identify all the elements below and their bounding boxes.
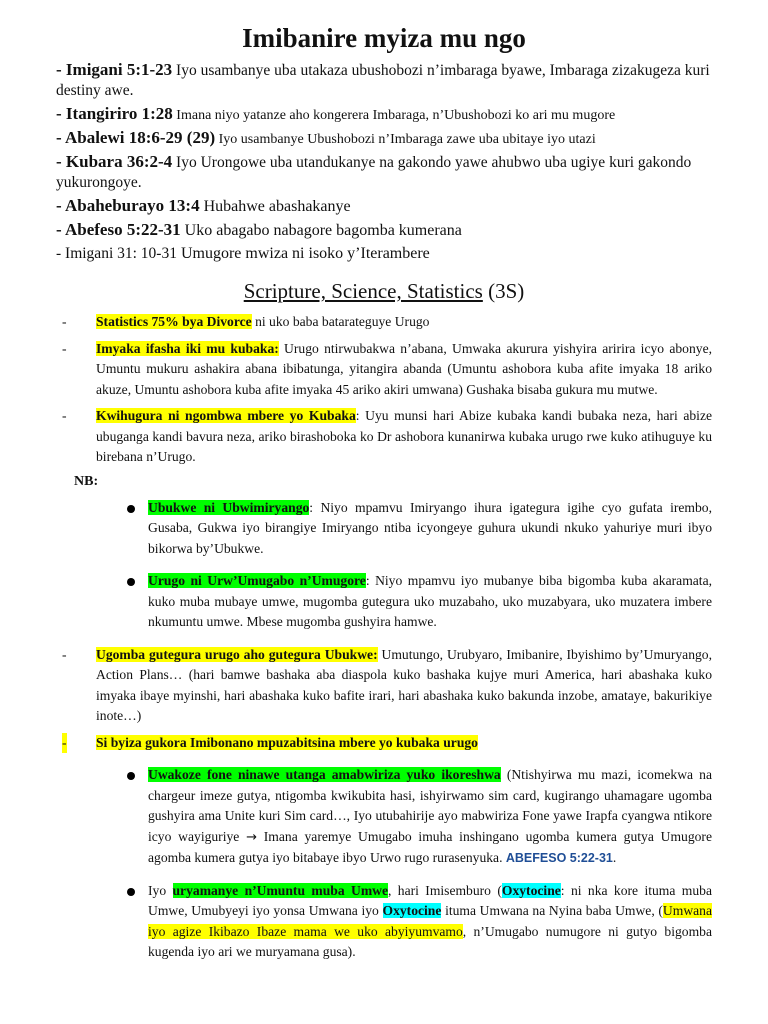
bullet-text: (Ntishyirwa mu mazi, icomekwa na chargeur imeze gutya, ntigomba kwikubita hasi, ishyirwamo sim card, kugirango uhamagare ugomba gushyira ama Unite kuri Sim card…, Iyo utubahirije ayo mabwiriza Fone yawe Irapfa cyangwa ntikore icyo wayiguriye: [148, 767, 712, 844]
bullet-dot: [127, 772, 135, 780]
page-title: Imibanire myiza mu ngo: [242, 23, 526, 53]
ref-text: Iyo usambanye uba utakaza ubushobozi n’imbaraga byawe, Imbaraga zizakugeza kuri destiny awe.: [56, 62, 710, 99]
ref-text: Iyo Urongowe uba utandukanye na gakondo yawe ahubwo uba ugiye kuri gakondo yukurongoye.: [56, 154, 692, 191]
highlight-yellow: Imyaka ifasha iki mu kubaka:: [96, 340, 279, 356]
dash-marker: -: [62, 314, 67, 329]
ref-key: - Kubara 36:2-4: [56, 152, 173, 171]
bullet-text: , hari Imisemburo (: [388, 882, 502, 898]
bullet-end: .: [612, 850, 617, 865]
highlight-cyan: Oxytocine: [382, 903, 442, 918]
highlight-yellow: Si byiza gukora Imibonano mpuzabitsina mbere yo kubaka urugo: [96, 734, 478, 750]
item-text: : Uyu munsi hari Abize kubaka kandi bubaka neza, hari abize ubuganga kandi bavura neza, ariko birashoboka ko Dr ashobora kunanirwa kubaka urugo rwe kuko atihuguye ku birebana n’Urugo.: [96, 408, 713, 464]
ref-text: Iyo usambanye Ubushobozi n’Imbaraga zawe uba ubitaye iyo utazi: [215, 132, 596, 147]
bullet-text: , n’Umugabo numugore ni gutyo bigomba kugenda iyo ari we muryamana gusa).: [148, 923, 712, 959]
scripture-reference: ABEFESO 5:22-31: [505, 851, 613, 865]
bullet-ubukwe: [56, 498, 712, 560]
ref-key: - Abalewi 18:6-29 (29): [56, 128, 216, 147]
item-text: ni uko baba batarateguye Urugo: [251, 314, 430, 329]
highlight-yellow: Kwihugura ni ngombwa mbere yo Kubaka: [96, 408, 356, 423]
ref-text: Hubahwe abashakanye: [199, 198, 351, 215]
ref-key: - Imigani 5:1-23: [56, 60, 173, 79]
bullet-fone: [56, 765, 712, 869]
bullet-text: : Niyo mpamvu Imiryango ihura igategura igihe cyo gufata irembo, Gusaba, Gukwa iyo birangiye Imiryango ntiba icyongeye guhura ukundi nkuko yahuriye muri ibyo bikorwa by’Ubukwe.: [148, 499, 712, 556]
ref-text: Umugore mwiza ni isoko y’Iterambere: [176, 245, 430, 262]
ref-key: - Itangiriro 1:28: [56, 104, 173, 123]
dash-marker: -: [62, 733, 67, 754]
list-item-imyaka: [56, 339, 712, 401]
bullet-pre: Iyo: [148, 882, 173, 898]
highlight-yellow: Umwana iyo agize Ikibazo Ibaze mama we uko abyiyumvamo: [148, 903, 712, 939]
dash-marker: -: [62, 340, 67, 356]
ref-abefeso: [56, 220, 712, 241]
bullet-dot: [127, 505, 135, 513]
bullet-text: ituma Umwana na Nyina baba Umwe, (: [441, 903, 663, 918]
ref-key: - Abaheburayo 13:4: [56, 196, 200, 215]
list-item-kwihugura: [56, 406, 712, 468]
highlight-green: Urugo ni Urw’Umugabo n’Umugore: [148, 573, 366, 588]
ref-imigani-31: [56, 244, 712, 264]
dash-marker: -: [62, 408, 67, 423]
arrow-right-icon: →: [246, 829, 257, 845]
bullet-text: : Niyo mpamvu iyo mubanye biba bigomba kuba akaramata, kuko muba mubaye umwe, mugomba gutegura uko muzabaho, uko muzabyara, uko muzatera imbere nkumuntu umwe. Mbese mugomba gushyira hamwe.: [148, 573, 713, 629]
item-text: Umutungo, Urubyaro, Imibanire, Ibyishimo by’Umuryango, Action Plans… (hari bamwe bashaka aba diaspola kuko bashaka kujye muri America, hari abashaka kuko imyaka ibaye myinshi, hari abashaka kuko bafite irari, hari abashaka kuko bakunda inzobe, amataye, bakurikiye inote…): [96, 646, 712, 723]
ref-imigani-5: [56, 60, 712, 101]
ref-abalewi: [56, 128, 712, 149]
highlight-cyan: Oxytocine: [501, 882, 561, 898]
highlight-yellow: Statistics 75% bya Divorce: [96, 314, 252, 329]
bullet-urugo: [56, 571, 712, 633]
subtitle-rest: (3S): [482, 279, 525, 303]
ref-key: - Imigani 31: 10-31: [56, 245, 177, 262]
subtitle-underlined: Scripture, Science, Statistics: [243, 279, 483, 303]
list-item-si-byiza: [56, 733, 712, 754]
section-subtitle: [56, 278, 712, 304]
ref-abaheburayo: [56, 196, 712, 217]
highlight-yellow: Ugomba gutegura urugo aho gutegura Ubukwe:: [96, 646, 378, 662]
list-item-ugomba: [56, 645, 712, 727]
ref-text: Uko abagabo nabagore bagomba kumerana: [180, 222, 462, 239]
nb-label: NB:: [74, 473, 99, 489]
ref-itangiriro: [56, 104, 712, 125]
list-item-statistics: [56, 312, 712, 333]
bullet-text: : ni nka kore ituma muba Umwe, Umubyeyi iyo yonsa Umwana iyo: [148, 882, 712, 918]
highlight-green: uryamanye n’Umuntu muba Umwe: [172, 882, 388, 898]
bullet-text-2: Imana yaremye Umugabo imuha inshingano ugomba kumera gutya Umugore agomba kumera gutya iyo bitabaye ibyo Urwo rugo rurasenyuka.: [148, 828, 712, 865]
ref-key: - Abefeso 5:22-31: [56, 220, 181, 239]
highlight-green: Ubukwe ni Ubwimiryango: [148, 499, 310, 515]
ref-kubara: [56, 152, 712, 193]
bullet-dot: [127, 888, 135, 896]
bullet-oxytocine: [56, 881, 712, 963]
ref-text: Imana niyo yatanze aho kongerera Imbaraga, n’Ubushobozi ko ari mu mugore: [172, 108, 616, 123]
bullet-dot: [127, 578, 135, 586]
item-text: Urugo ntirwubakwa n’abana, Umwaka akurura yishyira aririra icyo abonye, Umuntu mukuru ashakira abana ibibatunga, yitangira abanda (Umuntu ashobora kuba afite imyaka 18 ariko akuze, Umuntu ashobora kuba afite imyaka 45 ariko akiri umwana) Gushaka bisaba gukura mu mutwe.: [96, 340, 713, 397]
highlight-green: Uwakoze fone ninawe utanga amabwiriza yuko ikoreshwa: [148, 767, 501, 782]
dash-marker: -: [62, 646, 67, 662]
